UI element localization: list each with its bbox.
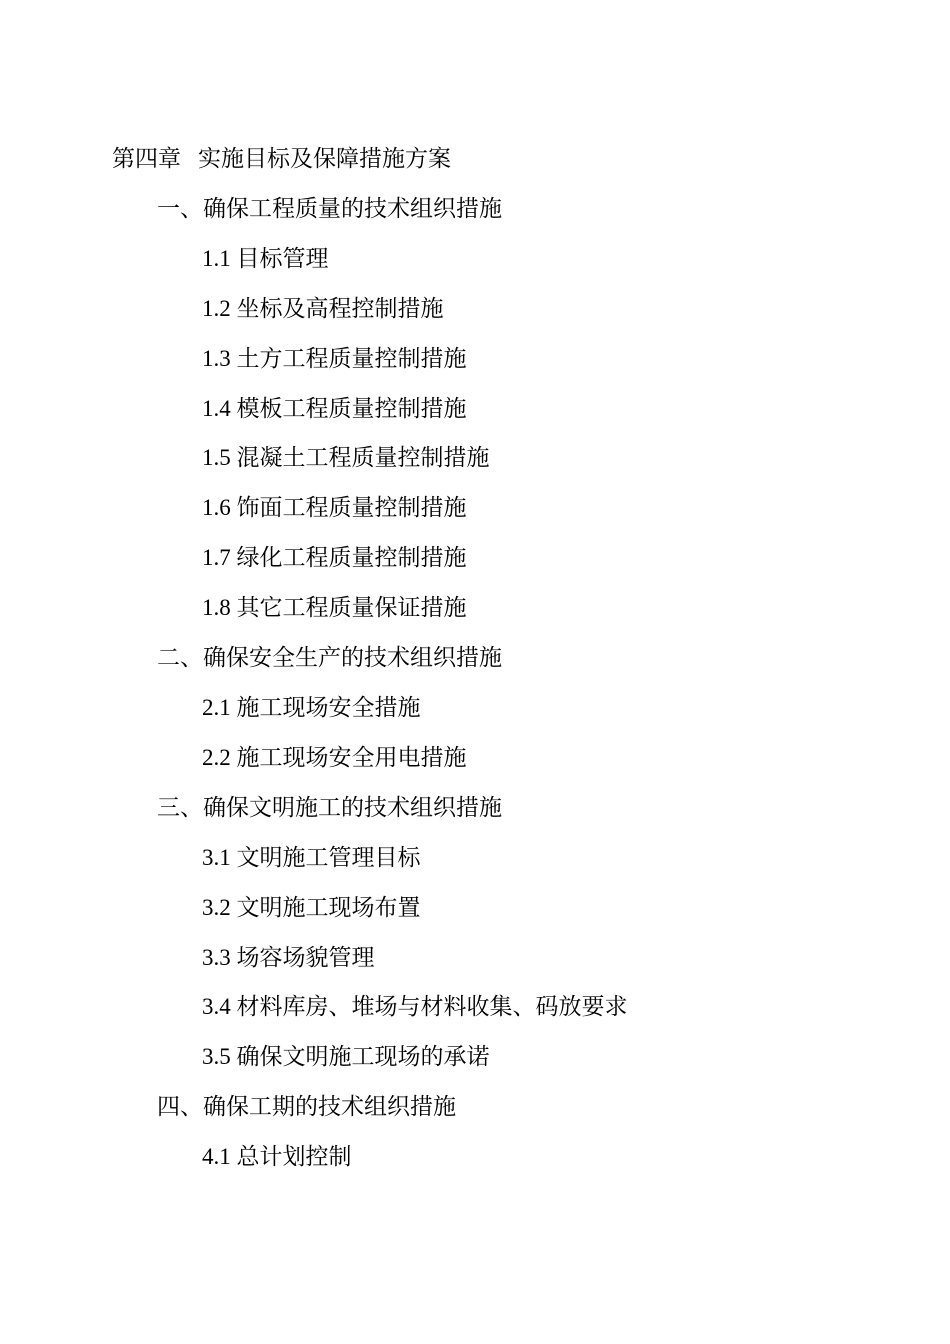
outline-item-section-1: 一、确保工程质量的技术组织措施: [157, 195, 502, 221]
outline-item-1-8: 1.8 其它工程质量保证措施: [202, 595, 467, 621]
outline-item-2-1: 2.1 施工现场安全措施: [202, 694, 421, 720]
outline-item-1-4: 1.4 模板工程质量控制措施: [202, 395, 467, 421]
outline-item-1-5: 1.5 混凝土工程质量控制措施: [202, 445, 490, 471]
outline-item-section-4: 四、确保工期的技术组织措施: [157, 1094, 456, 1120]
outline-item-1-3: 1.3 土方工程质量控制措施: [202, 345, 467, 371]
outline-item-1-1: 1.1 目标管理: [202, 245, 329, 271]
chapter-number: 第四章: [112, 146, 181, 171]
outline-item-1-2: 1.2 坐标及高程控制措施: [202, 295, 444, 321]
outline-item-3-2: 3.2 文明施工现场布置: [202, 894, 421, 920]
outline-item-3-5: 3.5 确保文明施工现场的承诺: [202, 1044, 490, 1070]
outline-item-2-2: 2.2 施工现场安全用电措施: [202, 744, 467, 770]
outline-item-section-2: 二、确保安全生产的技术组织措施: [157, 645, 502, 671]
outline-item-1-7: 1.7 绿化工程质量控制措施: [202, 545, 467, 571]
outline-item-3-3: 3.3 场容场貌管理: [202, 944, 375, 970]
chapter-heading: [0, 134, 950, 184]
outline-item-4-1: 4.1 总计划控制: [202, 1144, 352, 1170]
outline-item-1-6: 1.6 饰面工程质量控制措施: [202, 495, 467, 521]
outline-item-section-3: 三、确保文明施工的技术组织措施: [157, 794, 502, 820]
chapter-title: 实施目标及保障措施方案: [198, 146, 451, 171]
outline-item-3-1: 3.1 文明施工管理目标: [202, 844, 421, 870]
outline-item-3-4: 3.4 材料库房、堆场与材料收集、码放要求: [202, 994, 628, 1020]
